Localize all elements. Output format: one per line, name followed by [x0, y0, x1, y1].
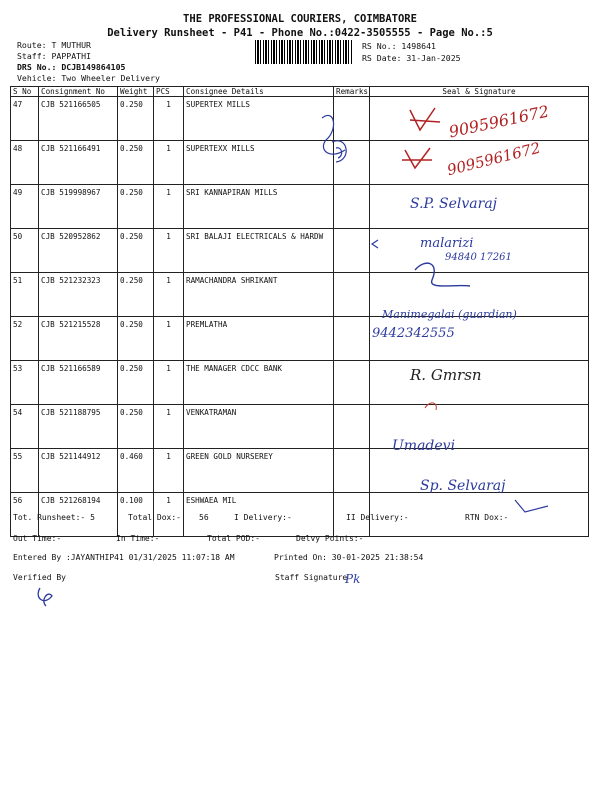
col-weight: Weight	[118, 87, 154, 97]
hw-phone-48: 9095961672	[445, 138, 543, 180]
cell-pcs: 1	[154, 229, 184, 273]
staff-label: Staff: PAPPATHI	[17, 51, 91, 61]
cell-weight: 0.250	[118, 405, 154, 449]
entered-by: Entered By :JAYANTHIP41 01/31/2025 11:07:18 AM	[13, 553, 235, 562]
printed-on: Printed On: 30-01-2025 21:38:54	[274, 553, 424, 562]
hw-sign-53: R. Gmrsn	[410, 366, 482, 384]
cell-remarks	[334, 361, 370, 405]
cell-consignment: CJB 521166491	[39, 141, 118, 185]
cell-consignee: SUPERTEXX MILLS	[184, 141, 334, 185]
col-seal: Seal & Signature	[370, 87, 589, 97]
cell-weight: 0.100	[118, 493, 154, 537]
cell-weight: 0.250	[118, 229, 154, 273]
vehicle-label: Vehicle: Two Wheeler Delivery	[17, 73, 160, 83]
hw-phone-50: 94840 17261	[445, 252, 512, 263]
cell-consignee: VENKATRAMAN	[184, 405, 334, 449]
ii-delivery: II Delivery:-	[346, 513, 409, 522]
col-consignment: Consignment No	[39, 87, 118, 97]
tot-runsheet: Tot. Runsheet:- 5	[13, 513, 95, 522]
cell-weight: 0.250	[118, 317, 154, 361]
cell-remarks	[334, 273, 370, 317]
cell-pcs: 1	[154, 405, 184, 449]
verified-by: Verified By	[13, 573, 66, 582]
cell-pcs: 1	[154, 185, 184, 229]
table-row	[11, 361, 589, 405]
cell-consignment: CJB 521166589	[39, 361, 118, 405]
company-title: THE PROFESSIONAL COURIERS, COIMBATORE	[183, 13, 417, 25]
cell-consignee: SUPERTEX MILLS	[184, 97, 334, 141]
barcode	[255, 40, 353, 64]
cell-consignee: THE MANAGER CDCC BANK	[184, 361, 334, 405]
cell-consignment: CJB 521268194	[39, 493, 118, 537]
rtn-dox: RTN Dox:-	[465, 513, 509, 522]
drs-number: DRS No.: DCJB149864105	[17, 62, 126, 72]
cell-pcs: 1	[154, 361, 184, 405]
cell-consignment: CJB 521144912	[39, 449, 118, 493]
cell-pcs: 1	[154, 317, 184, 361]
total-pod: Total POD:-	[207, 534, 260, 543]
cell-consignment: CJB 521188795	[39, 405, 118, 449]
cell-weight: 0.250	[118, 273, 154, 317]
hw-phone-47: 9095961672	[447, 101, 551, 142]
col-pcs: PCS	[154, 87, 184, 97]
cell-seal	[370, 229, 589, 273]
cell-weight: 0.250	[118, 141, 154, 185]
cell-consignment: CJB 521166505	[39, 97, 118, 141]
hw-staff-initials: Pk	[345, 572, 361, 586]
cell-pcs: 1	[154, 273, 184, 317]
cell-pcs: 1	[154, 449, 184, 493]
table-row	[11, 229, 589, 273]
hw-sign-56: Sp. Selvaraj	[420, 478, 506, 494]
cell-sno: 47	[11, 97, 39, 141]
cell-sno: 56	[11, 493, 39, 537]
rs-number: RS No.: 1498641	[362, 41, 436, 51]
route-label: Route: T MUTHUR	[17, 40, 91, 50]
col-remarks: Remarks	[334, 87, 370, 97]
cell-remarks	[334, 317, 370, 361]
hw-sign-49: S.P. Selvaraj	[410, 196, 498, 212]
cell-consignment: CJB 519998967	[39, 185, 118, 229]
cell-sno: 51	[11, 273, 39, 317]
cell-remarks	[334, 449, 370, 493]
cell-sno: 53	[11, 361, 39, 405]
cell-consignment: CJB 521232323	[39, 273, 118, 317]
table-row	[11, 405, 589, 449]
total-dox-value: 56	[199, 513, 209, 522]
col-sno: S No	[11, 87, 39, 97]
cell-sno: 49	[11, 185, 39, 229]
cell-sno: 48	[11, 141, 39, 185]
hw-sign-55: Umadevi	[392, 438, 456, 454]
out-time: Out Time:-	[13, 534, 62, 543]
delvy-points: Delvy Points:-	[296, 534, 364, 543]
cell-consignee: GREEN GOLD NURSEREY	[184, 449, 334, 493]
staff-signature: Staff Signature	[275, 573, 348, 582]
cell-sno: 50	[11, 229, 39, 273]
cell-remarks	[334, 141, 370, 185]
cell-sno: 54	[11, 405, 39, 449]
total-dox-label: Total Dox:-	[128, 513, 181, 522]
hw-name-52: Manimegalai (guardian)	[382, 308, 517, 321]
table-row	[11, 317, 589, 361]
cell-consignee: PREMLATHA	[184, 317, 334, 361]
cell-remarks	[334, 97, 370, 141]
cell-consignee: RAMACHANDRA SHRIKANT	[184, 273, 334, 317]
in-time: In Time:-	[116, 534, 160, 543]
cell-remarks	[334, 405, 370, 449]
cell-pcs: 1	[154, 141, 184, 185]
table-header-row	[11, 87, 589, 97]
cell-pcs: 1	[154, 493, 184, 537]
cell-weight: 0.250	[118, 97, 154, 141]
cell-remarks	[334, 229, 370, 273]
cell-consignee: SRI BALAJI ELECTRICALS & HARDW	[184, 229, 334, 273]
hw-phone-52: 9442342555	[372, 326, 455, 341]
cell-pcs: 1	[154, 97, 184, 141]
table-row	[11, 185, 589, 229]
i-delivery: I Delivery:-	[234, 513, 292, 522]
cell-sno: 55	[11, 449, 39, 493]
cell-consignee: SRI KANNAPIRAN MILLS	[184, 185, 334, 229]
cell-consignment: CJB 520952862	[39, 229, 118, 273]
cell-consignee: ESHWAEA MIL	[184, 493, 334, 537]
cell-weight: 0.460	[118, 449, 154, 493]
cell-weight: 0.250	[118, 185, 154, 229]
rs-date: RS Date: 31-Jan-2025	[362, 53, 461, 63]
ink-verified-sign	[38, 588, 52, 606]
cell-consignment: CJB 521215528	[39, 317, 118, 361]
col-consignee: Consignee Details	[184, 87, 334, 97]
cell-sno: 52	[11, 317, 39, 361]
hw-name-50: malarizi	[420, 236, 474, 251]
cell-remarks	[334, 185, 370, 229]
cell-weight: 0.250	[118, 361, 154, 405]
runsheet-subtitle: Delivery Runsheet - P41 - Phone No.:0422-3505555 - Page No.:5	[107, 27, 493, 39]
